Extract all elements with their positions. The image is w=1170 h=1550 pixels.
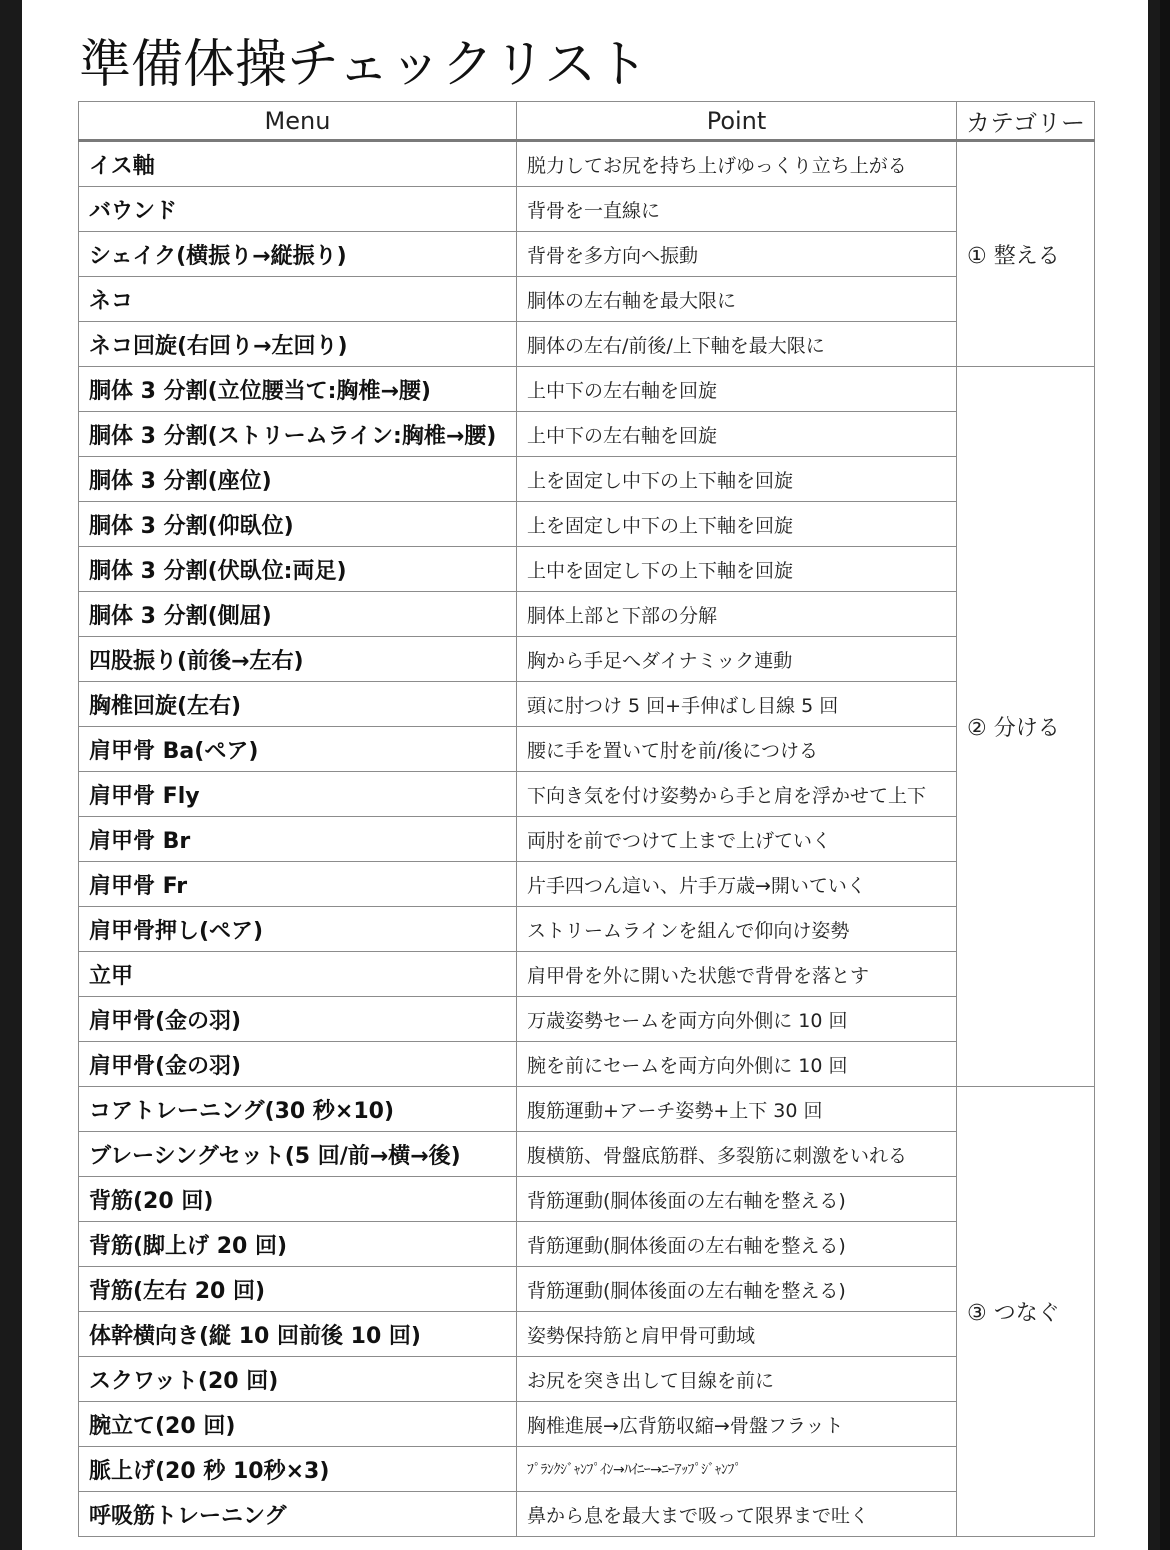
- table-row: [79, 952, 1095, 997]
- table-row: [79, 502, 1095, 547]
- point-cell: 万歳姿勢セームを両方向外側に 10 回: [517, 997, 957, 1042]
- point-cell: 上中下の左右軸を回旋: [517, 412, 957, 457]
- point-cell: 背骨を多方向へ振動: [517, 232, 957, 277]
- point-cell: 胴体の左右軸を最大限に: [517, 277, 957, 322]
- table-row: [79, 412, 1095, 457]
- menu-cell: 呼吸筋トレーニング: [79, 1492, 517, 1537]
- header-menu: Menu: [79, 102, 517, 141]
- menu-cell: 背筋(脚上げ 20 回): [79, 1222, 517, 1267]
- point-cell: 腹横筋、骨盤底筋群、多裂筋に刺激をいれる: [517, 1132, 957, 1177]
- menu-cell: バウンド: [79, 187, 517, 232]
- menu-cell: 胸椎回旋(左右): [79, 682, 517, 727]
- point-cell: 腕を前にセームを両方向外側に 10 回: [517, 1042, 957, 1087]
- point-cell: 胸椎進展→広背筋収縮→骨盤フラット: [517, 1402, 957, 1447]
- point-cell: ﾌﾟﾗﾝｸｼﾞｬﾝﾌﾟｲﾝ→ﾊｲﾆｰ→ﾆｰｱｯﾌﾟｼﾞｬﾝﾌﾟ: [517, 1447, 957, 1492]
- table-row: [79, 1132, 1095, 1177]
- header-row: [79, 102, 1095, 141]
- point-cell: 上を固定し中下の上下軸を回旋: [517, 502, 957, 547]
- menu-cell: 胴体 3 分割(伏臥位:両足): [79, 547, 517, 592]
- point-cell: 上を固定し中下の上下軸を回旋: [517, 457, 957, 502]
- header-point: Point: [517, 102, 957, 141]
- table-row: [79, 1042, 1095, 1087]
- menu-cell: 肩甲骨 Ba(ペア): [79, 727, 517, 772]
- table-row: [79, 277, 1095, 322]
- menu-cell: ネコ: [79, 277, 517, 322]
- table-row: [79, 322, 1095, 367]
- table-row: [79, 862, 1095, 907]
- point-cell: 胸から手足へダイナミック連動: [517, 637, 957, 682]
- table-row: [79, 772, 1095, 817]
- table-row: [79, 141, 1095, 187]
- table-row: [79, 682, 1095, 727]
- menu-cell: 胴体 3 分割(ストリームライン:胸椎→腰): [79, 412, 517, 457]
- point-cell: 両肘を前でつけて上まで上げていく: [517, 817, 957, 862]
- point-cell: 頭に肘つけ 5 回+手伸ばし目線 5 回: [517, 682, 957, 727]
- table-row: [79, 1312, 1095, 1357]
- menu-cell: 肩甲骨(金の羽): [79, 997, 517, 1042]
- table-row: [79, 1447, 1095, 1492]
- point-cell: 腹筋運動+アーチ姿勢+上下 30 回: [517, 1087, 957, 1132]
- point-cell: 下向き気を付け姿勢から手と肩を浮かせて上下: [517, 772, 957, 817]
- menu-cell: 胴体 3 分割(側屈): [79, 592, 517, 637]
- right-edge: [1160, 0, 1170, 1550]
- menu-cell: 立甲: [79, 952, 517, 997]
- table-row: [79, 907, 1095, 952]
- table-row: [79, 817, 1095, 862]
- menu-cell: 肩甲骨 Fly: [79, 772, 517, 817]
- category-cell: ② 分ける: [957, 367, 1095, 1087]
- table-row: [79, 547, 1095, 592]
- point-cell: お尻を突き出して目線を前に: [517, 1357, 957, 1402]
- table-row: [79, 1087, 1095, 1132]
- category-cell: ③ つなぐ: [957, 1087, 1095, 1537]
- menu-cell: 肩甲骨押し(ペア): [79, 907, 517, 952]
- table-row: [79, 232, 1095, 277]
- menu-cell: コアトレーニング(30 秒×10): [79, 1087, 517, 1132]
- point-cell: 上中を固定し下の上下軸を回旋: [517, 547, 957, 592]
- table-row: [79, 727, 1095, 772]
- menu-cell: ネコ回旋(右回り→左回り): [79, 322, 517, 367]
- table-row: [79, 457, 1095, 502]
- menu-cell: 胴体 3 分割(仰臥位): [79, 502, 517, 547]
- menu-cell: 腕立て(20 回): [79, 1402, 517, 1447]
- point-cell: 背筋運動(胴体後面の左右軸を整える): [517, 1177, 957, 1222]
- point-cell: 上中下の左右軸を回旋: [517, 367, 957, 412]
- menu-cell: シェイク(横振り→縦振り): [79, 232, 517, 277]
- point-cell: 胴体の左右/前後/上下軸を最大限に: [517, 322, 957, 367]
- menu-cell: 背筋(20 回): [79, 1177, 517, 1222]
- table-row: [79, 1492, 1095, 1537]
- table-row: [79, 997, 1095, 1042]
- checklist-table: [78, 101, 1095, 1537]
- point-cell: 背筋運動(胴体後面の左右軸を整える): [517, 1222, 957, 1267]
- menu-cell: 肩甲骨 Fr: [79, 862, 517, 907]
- point-cell: 背筋運動(胴体後面の左右軸を整える): [517, 1267, 957, 1312]
- table-row: [79, 187, 1095, 232]
- point-cell: 背骨を一直線に: [517, 187, 957, 232]
- table-row: [79, 1357, 1095, 1402]
- category-cell: ① 整える: [957, 141, 1095, 367]
- table-row: [79, 637, 1095, 682]
- point-cell: 片手四つん這い、片手万歳→開いていく: [517, 862, 957, 907]
- table-row: [79, 1222, 1095, 1267]
- table-row: [79, 1177, 1095, 1222]
- menu-cell: 四股振り(前後→左右): [79, 637, 517, 682]
- menu-cell: 肩甲骨 Br: [79, 817, 517, 862]
- point-cell: 腰に手を置いて肘を前/後につける: [517, 727, 957, 772]
- header-category: カテゴリー: [957, 102, 1095, 141]
- point-cell: ストリームラインを組んで仰向け姿勢: [517, 907, 957, 952]
- document-page: [22, 0, 1148, 1550]
- point-cell: 胴体上部と下部の分解: [517, 592, 957, 637]
- point-cell: 姿勢保持筋と肩甲骨可動域: [517, 1312, 957, 1357]
- table-row: [79, 367, 1095, 412]
- table-row: [79, 592, 1095, 637]
- menu-cell: 脈上げ(20 秒 10秒×3): [79, 1447, 517, 1492]
- menu-cell: 肩甲骨(金の羽): [79, 1042, 517, 1087]
- point-cell: 脱力してお尻を持ち上げゆっくり立ち上がる: [517, 141, 957, 187]
- menu-cell: スクワット(20 回): [79, 1357, 517, 1402]
- menu-cell: 背筋(左右 20 回): [79, 1267, 517, 1312]
- table-body: [79, 141, 1095, 1537]
- page-title: 準備体操チェックリスト: [79, 35, 649, 95]
- menu-cell: ブレーシングセット(5 回/前→横→後): [79, 1132, 517, 1177]
- point-cell: 肩甲骨を外に開いた状態で背骨を落とす: [517, 952, 957, 997]
- menu-cell: 胴体 3 分割(座位): [79, 457, 517, 502]
- table-row: [79, 1267, 1095, 1312]
- menu-cell: 胴体 3 分割(立位腰当て:胸椎→腰): [79, 367, 517, 412]
- menu-cell: 体幹横向き(縦 10 回前後 10 回): [79, 1312, 517, 1357]
- point-cell: 鼻から息を最大まで吸って限界まで吐く: [517, 1492, 957, 1537]
- menu-cell: イス軸: [79, 141, 517, 187]
- table-row: [79, 1402, 1095, 1447]
